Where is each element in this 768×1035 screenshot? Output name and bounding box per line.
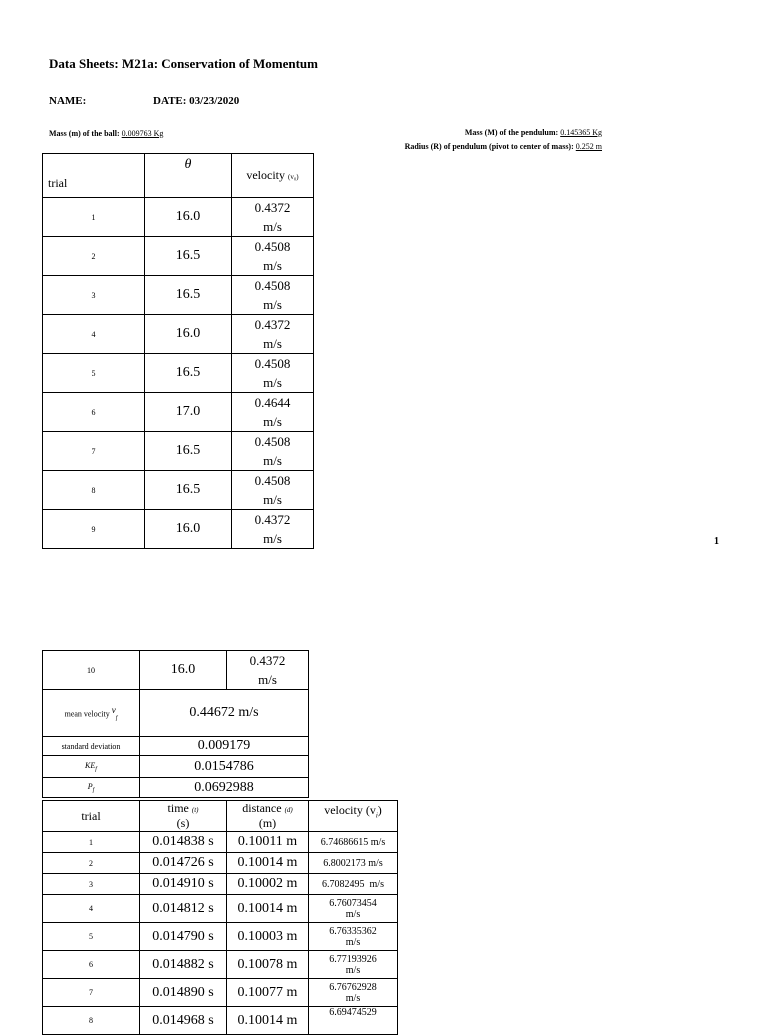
mean-velocity-label: mean velocity	[64, 709, 110, 719]
velocity-cell: 6.8002173 m/s	[309, 853, 398, 874]
velocity-unit: m/s	[263, 336, 282, 351]
theta-cell: 16.0	[140, 651, 227, 690]
table-row	[43, 853, 398, 874]
distance-cell: 0.10014 m	[227, 1007, 309, 1035]
mean-velocity-label-cell: mean velocity $^v_f$	[43, 690, 140, 737]
table-row	[43, 651, 309, 690]
theta-cell: 16.5	[145, 471, 232, 510]
time-cell: 0.014812 s	[140, 895, 227, 923]
velocity-unit: m/s	[345, 936, 361, 948]
velocity-cell	[232, 237, 314, 276]
time-cell: 0.014890 s	[140, 979, 227, 1007]
radius-line	[405, 142, 602, 151]
velocity-unit: m/s	[345, 964, 361, 976]
distance-cell: 0.10078 m	[227, 951, 309, 979]
header-trial: trial	[43, 154, 145, 198]
velocity-cell	[232, 393, 314, 432]
header-time	[140, 801, 227, 832]
time-cell: 0.014882 s	[140, 951, 227, 979]
trial-cell: 4	[43, 895, 140, 923]
velocity-value: 6.77193926	[329, 953, 377, 965]
theta-cell: 16.5	[145, 432, 232, 471]
velocity-cell	[232, 471, 314, 510]
time-cell: 0.014968 s	[140, 1007, 227, 1035]
trial-cell: 2	[43, 237, 145, 276]
table-row	[43, 354, 314, 393]
time-cell: 0.014726 s	[140, 853, 227, 874]
p-label: $P_f$	[43, 778, 140, 798]
table-row	[43, 895, 398, 923]
trial-cell: 10	[43, 651, 140, 690]
distance-cell: 0.10011 m	[227, 832, 309, 853]
velocity-unit: m/s	[263, 258, 282, 273]
header-velocity-close: )	[377, 803, 382, 817]
velocity-value: 0.4508	[254, 239, 291, 254]
time-cell: 0.014790 s	[140, 923, 227, 951]
distance-cell: 0.10014 m	[227, 853, 309, 874]
velocity-value: 0.4508	[254, 434, 291, 449]
trial-cell: 9	[43, 510, 145, 549]
velocity-unit: m/s	[345, 992, 361, 1004]
table-row	[43, 1007, 398, 1035]
velocity-cell	[232, 276, 314, 315]
velocity-cell: 6.74686615 m/s	[309, 832, 398, 853]
std-value: 0.009179	[140, 737, 309, 756]
ke-label: $KE_f$	[43, 756, 140, 778]
pendulum-summary-table	[42, 650, 309, 798]
p-label-text: P	[87, 781, 93, 791]
table-row	[43, 237, 314, 276]
trial-cell: 2	[43, 853, 140, 874]
table-row	[43, 874, 398, 895]
velocity-value: 0.4372	[249, 653, 286, 668]
trial-cell: 8	[43, 471, 145, 510]
p-value: 0.0692988	[140, 778, 309, 798]
trial-cell: 7	[43, 432, 145, 471]
header-distance-sym: (d)	[284, 806, 293, 814]
page-title: Data Sheets: M21a: Conservation of Momentum	[49, 56, 318, 71]
velocity-value: 6.76335362	[329, 925, 377, 937]
header-velocity-label: velocity	[246, 168, 286, 182]
table-row	[43, 432, 314, 471]
mean-velocity-value: 0.44672 m/s	[140, 690, 309, 737]
table-row	[43, 276, 314, 315]
mass-ball-line	[49, 129, 163, 138]
trial-cell: 8	[43, 1007, 140, 1035]
velocity-unit: m/s	[345, 908, 361, 920]
table-row	[43, 979, 398, 1007]
header-velocity	[232, 154, 314, 198]
velocity-value: 0.4372	[254, 317, 291, 332]
velocity-cell: 6.7082495 m/s	[309, 874, 398, 895]
velocity-cell	[232, 354, 314, 393]
table-row	[43, 510, 314, 549]
theta-cell: 16.5	[145, 354, 232, 393]
velocity-cell	[232, 198, 314, 237]
ke-value: 0.0154786	[140, 756, 309, 778]
header-distance-unit: (m)	[258, 816, 277, 830]
date-label: DATE: 03/23/2020	[153, 95, 240, 107]
header-theta: θ	[145, 154, 232, 198]
header-time-label: time	[167, 801, 189, 815]
table-row	[43, 471, 314, 510]
trial-cell: 5	[43, 354, 145, 393]
velocity-cell	[227, 651, 309, 690]
velocity-value: 0.4508	[254, 473, 291, 488]
theta-cell: 17.0	[145, 393, 232, 432]
distance-cell: 0.10014 m	[227, 895, 309, 923]
mass-ball-label: Mass (m) of the ball:	[49, 129, 122, 138]
theta-cell: 16.0	[145, 510, 232, 549]
velocity-value: 0.4508	[254, 278, 291, 293]
ke-label-text: KE	[85, 760, 96, 770]
header-time-sym: (t)	[191, 806, 199, 814]
time-cell: 0.014910 s	[140, 874, 227, 895]
radius-value: 0.252 m	[575, 142, 602, 151]
velocity-unit: m/s	[263, 375, 282, 390]
velocity-value: 0.4372	[254, 512, 291, 527]
velocity-unit: m/s	[258, 672, 277, 687]
mass-pendulum-label: Mass (M) of the pendulum:	[464, 128, 561, 137]
header-time-unit: (s)	[176, 816, 190, 830]
trial-cell: 5	[43, 923, 140, 951]
theta-cell: 16.0	[145, 198, 232, 237]
table-row	[43, 951, 398, 979]
velocity-cell	[232, 315, 314, 354]
theta-cell: 16.5	[145, 276, 232, 315]
trial-cell: 4	[43, 315, 145, 354]
mean-velocity-symbol: v	[111, 704, 116, 715]
table-row	[43, 923, 398, 951]
radius-label: Radius (R) of pendulum (pivot to center of mass):	[404, 142, 576, 151]
page-number: 1	[714, 536, 719, 547]
velocity-value: 6.76073454	[329, 897, 377, 909]
velocity-value: 0.4372	[254, 200, 291, 215]
time-cell: 0.014838 s	[140, 832, 227, 853]
mass-pendulum-value: 0.145365 Kg	[560, 128, 602, 137]
header-velocity-sub: (v₀)	[288, 173, 299, 181]
trial-cell: 3	[43, 276, 145, 315]
velocity-value: 0.4508	[254, 356, 291, 371]
distance-cell: 0.10003 m	[227, 923, 309, 951]
trial-cell: 7	[43, 979, 140, 1007]
p-row	[43, 778, 309, 798]
trial-cell: 1	[43, 198, 145, 237]
table-header-row	[43, 801, 398, 832]
mass-ball-value: 0.009763 Kg	[121, 129, 164, 138]
table-row	[43, 315, 314, 354]
velocity-unit: m/s	[263, 531, 282, 546]
velocity-cell	[232, 510, 314, 549]
velocity-cell	[309, 951, 398, 979]
header-velocity-label: velocity (v	[324, 803, 376, 817]
velocity-unit: m/s	[263, 453, 282, 468]
distance-cell: 0.10002 m	[227, 874, 309, 895]
velocity-value: 0.4644	[254, 395, 291, 410]
velocity-value: 6.76762928	[329, 981, 377, 993]
velocity-unit: m/s	[263, 414, 282, 429]
velocity-cell	[232, 432, 314, 471]
velocity-unit: m/s	[263, 492, 282, 507]
velocity-cell	[309, 895, 398, 923]
ke-row	[43, 756, 309, 778]
velocity-unit: m/s	[263, 297, 282, 312]
trial-cell: 6	[43, 951, 140, 979]
pendulum-angle-table	[42, 153, 314, 549]
velocity-cell	[309, 923, 398, 951]
table-header-row	[43, 154, 314, 198]
ball-velocity-table	[42, 800, 398, 1035]
velocity-unit: m/s	[263, 219, 282, 234]
name-label: NAME:	[49, 95, 87, 107]
header-trial: trial	[43, 801, 140, 832]
header-velocity	[309, 801, 398, 832]
trial-cell: 6	[43, 393, 145, 432]
std-row	[43, 737, 309, 756]
trial-cell: 3	[43, 874, 140, 895]
trial-cell: 1	[43, 832, 140, 853]
mass-pendulum-line	[465, 128, 602, 137]
velocity-cell: 6.69474529	[309, 1007, 398, 1035]
velocity-cell	[309, 979, 398, 1007]
header-distance-label: distance	[242, 801, 282, 815]
theta-cell: 16.5	[145, 237, 232, 276]
header-velocity-sub: i	[375, 811, 378, 820]
table-row	[43, 393, 314, 432]
table-row	[43, 832, 398, 853]
table-row	[43, 198, 314, 237]
header-distance	[227, 801, 309, 832]
theta-cell: 16.0	[145, 315, 232, 354]
mean-velocity-row	[43, 690, 309, 737]
std-label: standard deviation	[43, 737, 140, 756]
distance-cell: 0.10077 m	[227, 979, 309, 1007]
